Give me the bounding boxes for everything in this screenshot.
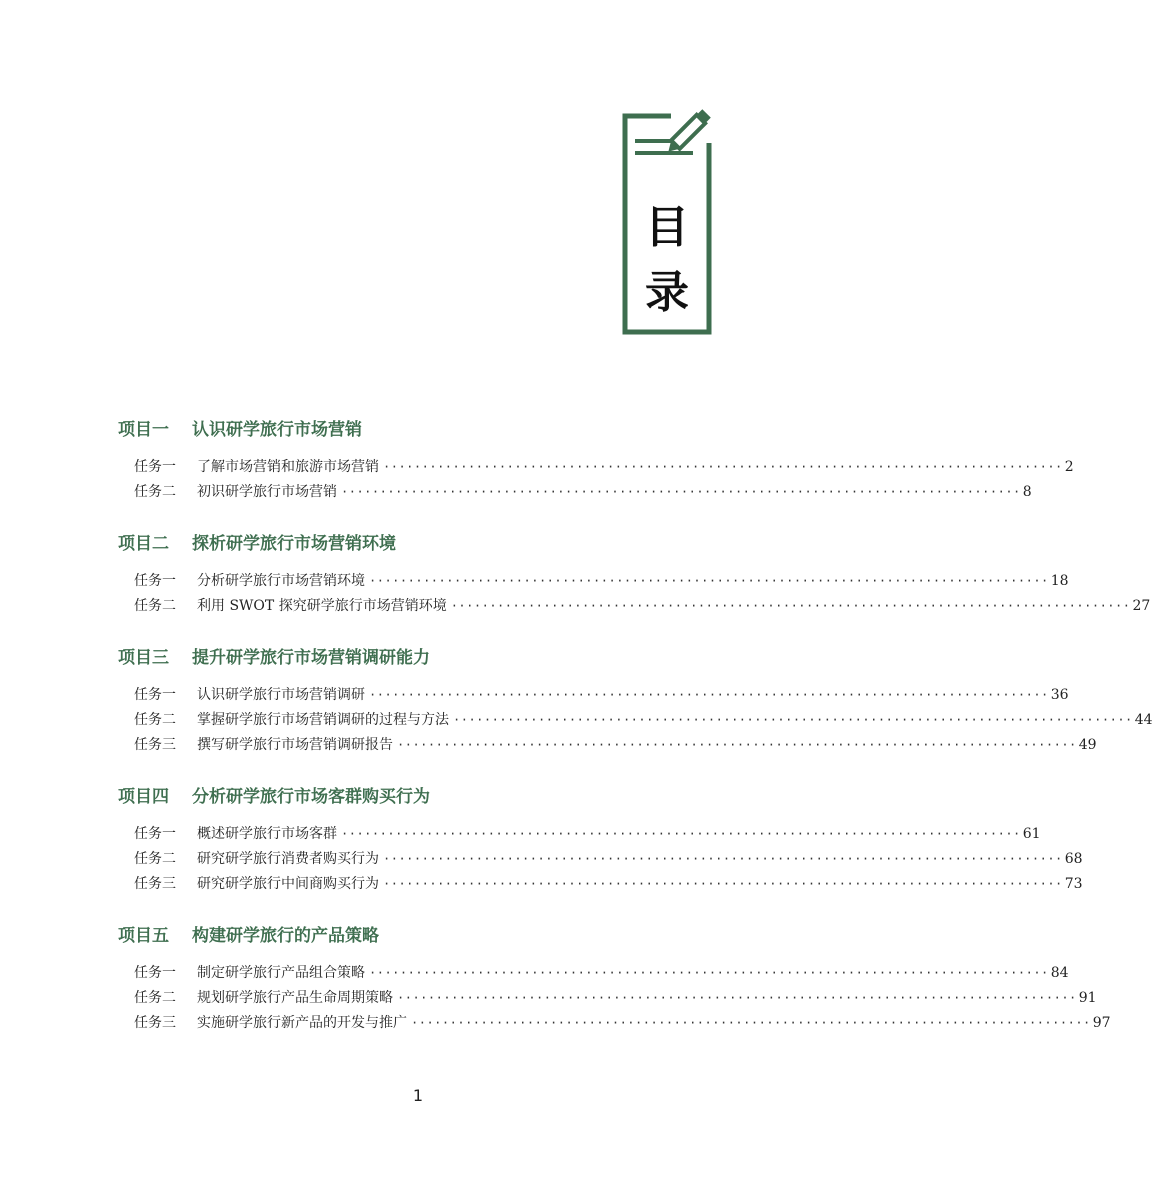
leader-dots: ························································································ xyxy=(369,574,1049,588)
toc-entry[interactable] xyxy=(134,963,1069,983)
task-page: 97 xyxy=(1092,1015,1111,1031)
task-title: 掌握研学旅行市场营销调研的过程与方法 xyxy=(197,712,449,728)
task-number: 任务一 xyxy=(134,459,176,475)
task-page: 27 xyxy=(1132,598,1151,614)
section-title: 构建研学旅行的产品策略 xyxy=(192,926,379,946)
task-number: 任务二 xyxy=(134,484,176,500)
leader-dots: ························································································ xyxy=(369,966,1049,980)
toc-entry[interactable] xyxy=(134,988,1097,1008)
toc-entry[interactable] xyxy=(134,571,1069,591)
task-page: 8 xyxy=(1022,484,1032,500)
toc-entry[interactable] xyxy=(134,710,1153,730)
leader-dots: ························································································ xyxy=(450,599,1131,613)
leader-dots: ························································································ xyxy=(397,738,1077,752)
task-number: 任务一 xyxy=(134,826,176,842)
task-page: 18 xyxy=(1050,573,1069,589)
toc-title-char-1: 目 xyxy=(645,202,689,253)
task-title: 了解市场营销和旅游市场营销 xyxy=(197,459,379,475)
task-number: 任务二 xyxy=(134,712,176,728)
section-heading[interactable] xyxy=(118,533,396,555)
task-title: 实施研学旅行新产品的开发与推广 xyxy=(197,1015,407,1031)
section-title: 分析研学旅行市场客群购买行为 xyxy=(192,787,430,807)
toc-entry[interactable] xyxy=(134,735,1097,755)
task-title: 初识研学旅行市场营销 xyxy=(197,484,337,500)
task-number: 任务二 xyxy=(134,990,176,1006)
task-number: 任务二 xyxy=(134,598,176,614)
pencil-icon xyxy=(661,99,721,159)
leader-dots: ························································································ xyxy=(383,877,1063,891)
section-heading[interactable] xyxy=(118,925,379,947)
toc-title-char-2: 录 xyxy=(645,267,689,318)
toc-entry[interactable] xyxy=(134,457,1074,477)
task-number: 任务一 xyxy=(134,687,176,703)
leader-dots: ························································································ xyxy=(369,688,1049,702)
leader-dots: ························································································ xyxy=(383,852,1063,866)
toc-entry[interactable] xyxy=(134,482,1032,502)
task-title: 制定研学旅行产品组合策略 xyxy=(197,965,365,981)
task-page: 2 xyxy=(1064,459,1074,475)
task-page: 84 xyxy=(1050,965,1069,981)
task-title: 研究研学旅行中间商购买行为 xyxy=(197,876,379,892)
task-title: 研究研学旅行消费者购买行为 xyxy=(197,851,379,867)
leader-dots: ························································································ xyxy=(341,827,1021,841)
toc-entry[interactable] xyxy=(134,1013,1111,1033)
toc-entry[interactable] xyxy=(134,685,1069,705)
task-page: 61 xyxy=(1022,826,1041,842)
section-heading[interactable] xyxy=(118,786,430,808)
task-page: 36 xyxy=(1050,687,1069,703)
toc-entry[interactable] xyxy=(134,874,1083,894)
task-title: 认识研学旅行市场营销调研 xyxy=(197,687,365,703)
task-page: 91 xyxy=(1078,990,1097,1006)
section-number: 项目三 xyxy=(118,648,169,668)
section-heading[interactable] xyxy=(118,647,430,669)
section-number: 项目二 xyxy=(118,534,169,554)
leader-dots: ························································································ xyxy=(383,460,1063,474)
leader-dots: ························································································ xyxy=(341,485,1021,499)
task-title: 分析研学旅行市场营销环境 xyxy=(197,573,365,589)
task-page: 68 xyxy=(1064,851,1083,867)
leader-dots: ························································································ xyxy=(453,713,1133,727)
task-title: 撰写研学旅行市场营销调研报告 xyxy=(197,737,393,753)
task-number: 任务三 xyxy=(134,1015,176,1031)
leader-dots: ························································································ xyxy=(397,991,1077,1005)
task-title: 规划研学旅行产品生命周期策略 xyxy=(197,990,393,1006)
task-number: 任务一 xyxy=(134,965,176,981)
task-page: 73 xyxy=(1064,876,1083,892)
leader-dots: ························································································ xyxy=(411,1016,1091,1030)
task-number: 任务三 xyxy=(134,876,176,892)
task-number: 任务三 xyxy=(134,737,176,753)
toc-entry[interactable] xyxy=(134,596,1151,616)
section-title: 提升研学旅行市场营销调研能力 xyxy=(192,648,430,668)
page-number: 1 xyxy=(412,1086,424,1105)
task-page: 49 xyxy=(1078,737,1097,753)
section-number: 项目四 xyxy=(118,787,169,807)
section-number: 项目五 xyxy=(118,926,169,946)
toc-entry[interactable] xyxy=(134,849,1083,869)
toc-title-frame xyxy=(621,113,711,335)
task-title: 利用 SWOT 探究研学旅行市场营销环境 xyxy=(197,598,447,614)
section-number: 项目一 xyxy=(118,420,169,440)
task-number: 任务一 xyxy=(134,573,176,589)
task-page: 44 xyxy=(1134,712,1153,728)
section-heading[interactable] xyxy=(118,419,362,441)
task-title: 概述研学旅行市场客群 xyxy=(197,826,337,842)
toc-entry[interactable] xyxy=(134,824,1041,844)
section-title: 认识研学旅行市场营销 xyxy=(192,420,362,440)
task-number: 任务二 xyxy=(134,851,176,867)
section-title: 探析研学旅行市场营销环境 xyxy=(192,534,396,554)
